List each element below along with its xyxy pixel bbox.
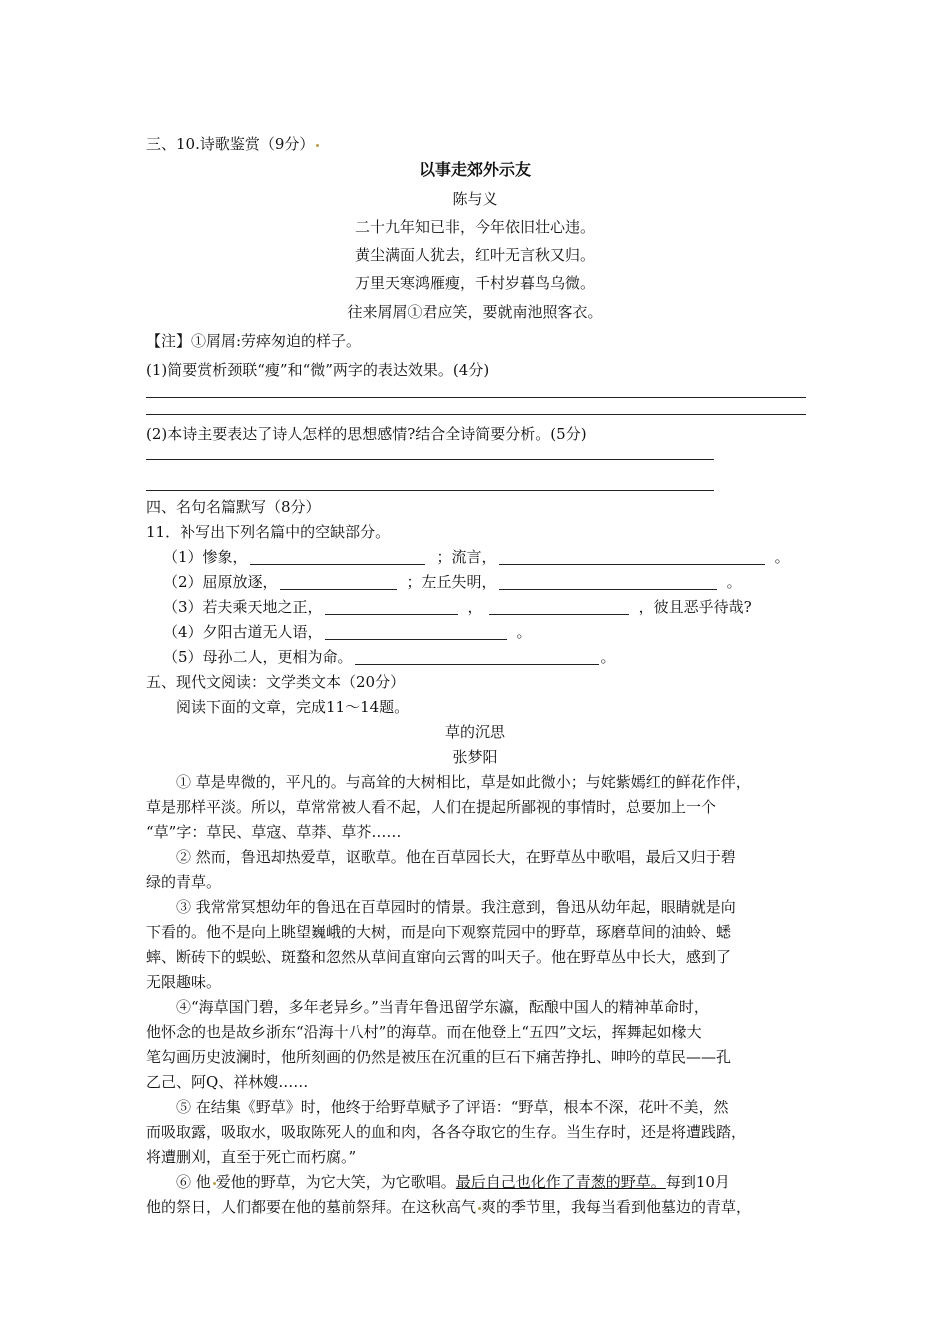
article-line: ⑤ 在结集《野草》时，他终于给野草赋予了评语：“野草，根本不深，花叶不美，然 [176,1098,729,1116]
article-line: 笔勾画历史波澜时，他所刻画的仍然是被压在沉重的巨石下痛苦挣扎、呻吟的草民——孔 [146,1048,732,1066]
article-author: 张梦阳 [452,748,498,766]
article-line: ① 草是卑微的，平凡的。与高耸的大树相比，草是如此微小；与姹紫嫣红的鲜花作伴， [176,773,751,791]
poem-author: 陈与义 [452,190,498,208]
article-line: ④“海草国门碧，多年老异乡。”当青年鲁迅留学东瀛，酝酿中国人的精神革命时， [176,998,709,1016]
section3-heading: 三、10.诗歌鉴赏（9分） [146,134,319,154]
question-11: 11．补写出下列名篇中的空缺部分。 [146,523,391,541]
reading-intro: 阅读下面的文章，完成11～14题。 [176,698,410,716]
fill-blank[interactable] [499,573,717,590]
fill-blank[interactable] [280,573,397,590]
poem-line: 二十九年知已非，今年依旧壮心违。 [354,218,595,236]
article-line: 蟀、断砖下的蜈蚣、斑蝥和忽然从草间直窜向云霄的叫天子。他在野草丛中长大，感到了 [146,948,732,966]
section4-heading: 四、名句名篇默写（8分） [146,498,321,516]
article-line: “草”字：草民、草寇、草莽、草芥…… [146,823,402,841]
fill-item-3: （3）若夫乘天地之正， ， ，彼且恶乎待哉? [163,598,752,616]
fill-blank[interactable] [325,598,458,615]
article-line: ⑥ 他 爱他的野草，为它大笑，为它歌唱。最后自己也化作了青葱的野草。每到10月 [176,1173,730,1191]
fill-item-4: （4）夕阳古道无人语， 。 [163,623,532,641]
answer-line[interactable] [146,397,806,398]
question-1: (1)简要赏析颈联“瘦”和“微”两字的表达效果。(4分) [146,361,490,379]
section5-heading: 五、现代文阅读：文学类文本（20分） [146,673,406,691]
fill-item-5: （5）母孙二人，更相为命。 。 [163,648,616,666]
answer-line[interactable] [146,414,806,415]
dot-mark [316,144,319,147]
article-line: 将遭删刈，直至于死亡而朽腐。” [146,1148,357,1166]
article-title: 草的沉思 [444,723,505,741]
article-line: 而吸取露，吸取水，吸取陈死人的血和肉，各各夺取它的生存。当生存时，还是将遭践踏， [146,1123,747,1141]
answer-line[interactable] [146,459,714,460]
article-line: ② 然而，鲁迅却热爱草，讴歌草。他在百草园长大，在野草丛中歌唱，最后又归于碧 [176,848,736,866]
article-line: 下看的。他不是向上眺望巍峨的大树，而是向下观察荒园中的野草，琢磨草间的油蛉、蟋 [146,923,732,941]
article-line: ③ 我常常冥想幼年的鲁迅在百草园时的情景。我注意到，鲁迅从幼年起，眼睛就是向 [176,898,736,916]
fill-blank[interactable] [355,648,599,665]
article-line: 无限趣味。 [146,973,222,991]
article-line: 乙己、阿Q、祥林嫂…… [146,1073,309,1091]
poem-line: 往来屑屑①君应笑，要就南池照客衣。 [347,303,603,321]
article-line: 草是那样平淡。所以，草常常被人看不起，人们在提起所鄙视的事情时，总要加上一个 [146,798,717,816]
fill-blank[interactable] [250,548,425,565]
poem-note: 【注】①屑屑:劳瘁匆迫的样子。 [146,332,362,350]
poem-title: 以事走郊外示友 [418,160,531,179]
underlined-sentence: 最后自己也化作了青葱的野草。 [455,1173,666,1191]
question-2: (2)本诗主要表达了诗人怎样的思想感情?结合全诗简要分析。(5分) [146,425,587,443]
article-line: 他的祭日，人们都要在他的墓前祭拜。在这秋高气 爽的季节里，我每当看到他墓边的青草， [146,1198,752,1216]
poem-line: 万里天寒鸿雁瘦，千村岁暮鸟乌微。 [354,274,595,292]
answer-line[interactable] [146,490,714,491]
article-line: 他怀念的也是故乡浙东“沿海十八村”的海草。而在他登上“五四”文坛，挥舞起如椽大 [146,1023,702,1041]
fill-blank[interactable] [325,623,507,640]
poem-line: 黄尘满面人犹去，红叶无言秋又归。 [354,246,595,264]
fill-item-2: （2）屈原放逐， ；左丘失明， 。 [163,573,742,591]
fill-item-1: （1）惨象， ；流言， 。 [163,548,790,566]
article-line: 绿的青草。 [146,873,222,891]
fill-blank[interactable] [499,548,765,565]
fill-blank[interactable] [489,598,629,615]
